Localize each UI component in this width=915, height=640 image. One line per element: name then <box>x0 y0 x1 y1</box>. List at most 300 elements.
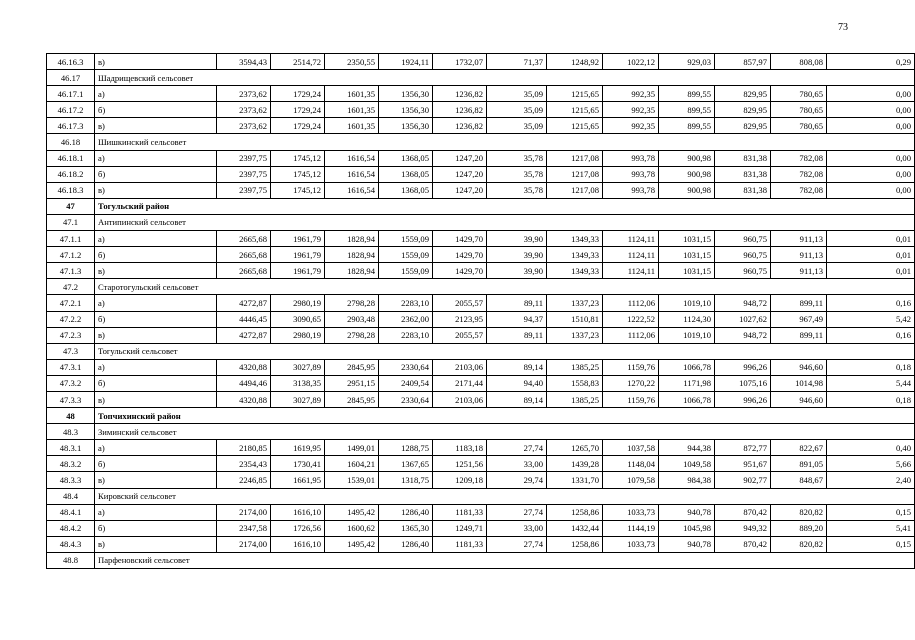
value-cell: 889,20 <box>771 520 827 536</box>
row-variant: в) <box>95 536 217 552</box>
section-title: Антипинский сельсовет <box>95 214 915 230</box>
value-cell: 35,09 <box>487 86 547 102</box>
value-cell: 1385,25 <box>547 359 603 375</box>
section-row <box>47 552 915 568</box>
value-cell: 1112,06 <box>603 327 659 343</box>
value-cell: 1124,11 <box>603 263 659 279</box>
value-cell: 2283,10 <box>379 327 433 343</box>
value-cell: 1732,07 <box>433 54 487 70</box>
value-cell: 1031,15 <box>659 231 715 247</box>
value-cell: 929,03 <box>659 54 715 70</box>
section-title: Парфеновский сельсовет <box>95 552 915 568</box>
value-cell: 2980,19 <box>271 295 325 311</box>
value-cell: 0,00 <box>827 150 915 166</box>
value-cell: 2330,64 <box>379 391 433 407</box>
value-cell: 2174,00 <box>217 536 271 552</box>
value-cell: 1356,30 <box>379 118 433 134</box>
value-cell: 1961,79 <box>271 247 325 263</box>
value-cell: 820,82 <box>771 504 827 520</box>
value-cell: 3027,89 <box>271 391 325 407</box>
section-row <box>47 488 915 504</box>
value-cell: 2665,68 <box>217 263 271 279</box>
row-variant: в) <box>95 118 217 134</box>
value-cell: 911,13 <box>771 231 827 247</box>
value-cell: 39,90 <box>487 263 547 279</box>
row-variant: б) <box>95 375 217 391</box>
row-code: 46.17.3 <box>47 118 95 134</box>
row-code: 46.18 <box>47 134 95 150</box>
value-cell: 1429,70 <box>433 231 487 247</box>
section-row <box>47 134 915 150</box>
row-variant: б) <box>95 166 217 182</box>
row-code: 46.17.2 <box>47 102 95 118</box>
value-cell: 2171,44 <box>433 375 487 391</box>
table-row <box>47 150 915 166</box>
value-cell: 1730,41 <box>271 456 325 472</box>
row-variant: в) <box>95 327 217 343</box>
value-cell: 1148,04 <box>603 456 659 472</box>
value-cell: 1045,98 <box>659 520 715 536</box>
value-cell: 1726,56 <box>271 520 325 536</box>
row-variant: а) <box>95 504 217 520</box>
value-cell: 2246,85 <box>217 472 271 488</box>
row-code: 46.18.2 <box>47 166 95 182</box>
row-code: 48.4.3 <box>47 536 95 552</box>
value-cell: 4446,45 <box>217 311 271 327</box>
value-cell: 870,42 <box>715 504 771 520</box>
value-cell: 1215,65 <box>547 118 603 134</box>
value-cell: 2347,58 <box>217 520 271 536</box>
value-cell: 911,13 <box>771 263 827 279</box>
value-cell: 808,08 <box>771 54 827 70</box>
value-cell: 1288,75 <box>379 440 433 456</box>
value-cell: 1014,98 <box>771 375 827 391</box>
value-cell: 900,98 <box>659 166 715 182</box>
value-cell: 1661,95 <box>271 472 325 488</box>
value-cell: 1209,18 <box>433 472 487 488</box>
value-cell: 71,37 <box>487 54 547 70</box>
value-cell: 1429,70 <box>433 263 487 279</box>
value-cell: 900,98 <box>659 150 715 166</box>
value-cell: 2362,00 <box>379 311 433 327</box>
row-code: 46.18.3 <box>47 182 95 198</box>
value-cell: 1331,70 <box>547 472 603 488</box>
value-cell: 35,09 <box>487 102 547 118</box>
value-cell: 4320,88 <box>217 359 271 375</box>
row-code: 48.4 <box>47 488 95 504</box>
value-cell: 2350,55 <box>325 54 379 70</box>
value-cell: 35,09 <box>487 118 547 134</box>
value-cell: 1601,35 <box>325 102 379 118</box>
value-cell: 1601,35 <box>325 86 379 102</box>
value-cell: 1066,78 <box>659 359 715 375</box>
value-cell: 848,67 <box>771 472 827 488</box>
value-cell: 780,65 <box>771 118 827 134</box>
value-cell: 1558,83 <box>547 375 603 391</box>
value-cell: 1616,10 <box>271 504 325 520</box>
value-cell: 1236,82 <box>433 86 487 102</box>
value-cell: 1236,82 <box>433 118 487 134</box>
table-row <box>47 359 915 375</box>
value-cell: 1559,09 <box>379 231 433 247</box>
value-cell: 899,11 <box>771 327 827 343</box>
row-variant: б) <box>95 311 217 327</box>
value-cell: 2951,15 <box>325 375 379 391</box>
value-cell: 89,14 <box>487 359 547 375</box>
row-code: 48 <box>47 408 95 424</box>
value-cell: 35,78 <box>487 150 547 166</box>
row-variant: а) <box>95 150 217 166</box>
row-variant: а) <box>95 231 217 247</box>
value-cell: 1367,65 <box>379 456 433 472</box>
value-cell: 996,26 <box>715 359 771 375</box>
table-row <box>47 54 915 70</box>
value-cell: 2373,62 <box>217 102 271 118</box>
value-cell: 1249,71 <box>433 520 487 536</box>
section-title: Шадрищевский сельсовет <box>95 70 915 86</box>
value-cell: 1432,44 <box>547 520 603 536</box>
row-code: 47 <box>47 198 95 214</box>
section-title: Кировский сельсовет <box>95 488 915 504</box>
table-row <box>47 247 915 263</box>
value-cell: 1616,54 <box>325 166 379 182</box>
section-title: Тогульский сельсовет <box>95 343 915 359</box>
value-cell: 1495,42 <box>325 536 379 552</box>
value-cell: 967,49 <box>771 311 827 327</box>
district-row <box>47 408 915 424</box>
value-cell: 1828,94 <box>325 247 379 263</box>
value-cell: 1318,75 <box>379 472 433 488</box>
table-row <box>47 375 915 391</box>
table-row <box>47 166 915 182</box>
district-row <box>47 198 915 214</box>
value-cell: 33,00 <box>487 520 547 536</box>
section-row <box>47 279 915 295</box>
row-variant: а) <box>95 295 217 311</box>
value-cell: 33,00 <box>487 456 547 472</box>
row-code: 46.18.1 <box>47 150 95 166</box>
value-cell: 1031,15 <box>659 247 715 263</box>
value-cell: 1429,70 <box>433 247 487 263</box>
value-cell: 870,42 <box>715 536 771 552</box>
value-cell: 960,75 <box>715 231 771 247</box>
row-variant: а) <box>95 440 217 456</box>
value-cell: 35,78 <box>487 182 547 198</box>
value-cell: 1215,65 <box>547 86 603 102</box>
value-cell: 899,55 <box>659 86 715 102</box>
row-code: 47.1.3 <box>47 263 95 279</box>
value-cell: 1251,56 <box>433 456 487 472</box>
value-cell: 951,67 <box>715 456 771 472</box>
section-title: Шишкинский сельсовет <box>95 134 915 150</box>
value-cell: 89,11 <box>487 295 547 311</box>
value-cell: 2798,28 <box>325 327 379 343</box>
value-cell: 1247,20 <box>433 150 487 166</box>
value-cell: 960,75 <box>715 247 771 263</box>
value-cell: 1619,95 <box>271 440 325 456</box>
value-cell: 948,72 <box>715 327 771 343</box>
value-cell: 1616,10 <box>271 536 325 552</box>
row-variant: б) <box>95 102 217 118</box>
value-cell: 1559,09 <box>379 247 433 263</box>
row-code: 47.1 <box>47 214 95 230</box>
row-variant: б) <box>95 520 217 536</box>
value-cell: 89,11 <box>487 327 547 343</box>
section-row <box>47 214 915 230</box>
value-cell: 3027,89 <box>271 359 325 375</box>
row-code: 47.3.2 <box>47 375 95 391</box>
value-cell: 1037,58 <box>603 440 659 456</box>
table-row <box>47 231 915 247</box>
value-cell: 27,74 <box>487 504 547 520</box>
row-code: 47.3.1 <box>47 359 95 375</box>
value-cell: 2123,95 <box>433 311 487 327</box>
value-cell: 782,08 <box>771 150 827 166</box>
table-row <box>47 327 915 343</box>
row-code: 47.1.1 <box>47 231 95 247</box>
value-cell: 831,38 <box>715 182 771 198</box>
value-cell: 1729,24 <box>271 102 325 118</box>
value-cell: 1559,09 <box>379 263 433 279</box>
value-cell: 0,18 <box>827 359 915 375</box>
value-cell: 1033,73 <box>603 536 659 552</box>
value-cell: 1745,12 <box>271 150 325 166</box>
value-cell: 39,90 <box>487 247 547 263</box>
value-cell: 4320,88 <box>217 391 271 407</box>
value-cell: 2397,75 <box>217 182 271 198</box>
value-cell: 1248,92 <box>547 54 603 70</box>
value-cell: 1510,81 <box>547 311 603 327</box>
value-cell: 1075,16 <box>715 375 771 391</box>
value-cell: 27,74 <box>487 440 547 456</box>
value-cell: 1217,08 <box>547 166 603 182</box>
value-cell: 0,00 <box>827 102 915 118</box>
row-variant: в) <box>95 472 217 488</box>
row-code: 48.3 <box>47 424 95 440</box>
value-cell: 1286,40 <box>379 504 433 520</box>
value-cell: 984,38 <box>659 472 715 488</box>
table-row <box>47 472 915 488</box>
value-cell: 2330,64 <box>379 359 433 375</box>
value-cell: 1079,58 <box>603 472 659 488</box>
value-cell: 782,08 <box>771 182 827 198</box>
value-cell: 1265,70 <box>547 440 603 456</box>
value-cell: 0,00 <box>827 166 915 182</box>
value-cell: 1217,08 <box>547 182 603 198</box>
value-cell: 993,78 <box>603 182 659 198</box>
value-cell: 1828,94 <box>325 231 379 247</box>
section-title: Зиминский сельсовет <box>95 424 915 440</box>
value-cell: 1616,54 <box>325 182 379 198</box>
value-cell: 1031,15 <box>659 263 715 279</box>
value-cell: 960,75 <box>715 263 771 279</box>
value-cell: 2409,54 <box>379 375 433 391</box>
value-cell: 4272,87 <box>217 295 271 311</box>
row-code: 48.4.2 <box>47 520 95 536</box>
value-cell: 992,35 <box>603 118 659 134</box>
value-cell: 1215,65 <box>547 102 603 118</box>
value-cell: 1349,33 <box>547 247 603 263</box>
row-variant: в) <box>95 263 217 279</box>
value-cell: 4494,46 <box>217 375 271 391</box>
value-cell: 872,77 <box>715 440 771 456</box>
value-cell: 1049,58 <box>659 456 715 472</box>
row-variant: а) <box>95 86 217 102</box>
value-cell: 2845,95 <box>325 391 379 407</box>
value-cell: 39,90 <box>487 231 547 247</box>
value-cell: 35,78 <box>487 166 547 182</box>
value-cell: 780,65 <box>771 86 827 102</box>
table-row <box>47 86 915 102</box>
value-cell: 1539,01 <box>325 472 379 488</box>
value-cell: 0,01 <box>827 247 915 263</box>
value-cell: 822,67 <box>771 440 827 456</box>
value-cell: 2174,00 <box>217 504 271 520</box>
value-cell: 1171,98 <box>659 375 715 391</box>
value-cell: 1924,11 <box>379 54 433 70</box>
value-cell: 1124,30 <box>659 311 715 327</box>
value-cell: 2903,48 <box>325 311 379 327</box>
value-cell: 1616,54 <box>325 150 379 166</box>
table-body <box>47 54 915 569</box>
value-cell: 899,11 <box>771 295 827 311</box>
value-cell: 1124,11 <box>603 231 659 247</box>
row-code: 46.17.1 <box>47 86 95 102</box>
table-row <box>47 118 915 134</box>
row-variant: в) <box>95 391 217 407</box>
value-cell: 2514,72 <box>271 54 325 70</box>
value-cell: 831,38 <box>715 150 771 166</box>
value-cell: 94,37 <box>487 311 547 327</box>
value-cell: 2798,28 <box>325 295 379 311</box>
value-cell: 2,40 <box>827 472 915 488</box>
value-cell: 1066,78 <box>659 391 715 407</box>
value-cell: 27,74 <box>487 536 547 552</box>
row-code: 47.1.2 <box>47 247 95 263</box>
value-cell: 1236,82 <box>433 102 487 118</box>
value-cell: 2354,43 <box>217 456 271 472</box>
value-cell: 29,74 <box>487 472 547 488</box>
table-row <box>47 504 915 520</box>
value-cell: 2373,62 <box>217 86 271 102</box>
row-code: 47.3.3 <box>47 391 95 407</box>
value-cell: 996,26 <box>715 391 771 407</box>
value-cell: 940,78 <box>659 536 715 552</box>
value-cell: 1439,28 <box>547 456 603 472</box>
value-cell: 992,35 <box>603 102 659 118</box>
value-cell: 1183,18 <box>433 440 487 456</box>
district-title: Топчихинский район <box>95 408 915 424</box>
value-cell: 1368,05 <box>379 166 433 182</box>
value-cell: 829,95 <box>715 102 771 118</box>
value-cell: 1356,30 <box>379 86 433 102</box>
value-cell: 946,60 <box>771 391 827 407</box>
page-number: 73 <box>838 22 848 33</box>
value-cell: 1729,24 <box>271 86 325 102</box>
row-variant: в) <box>95 54 217 70</box>
value-cell: 5,41 <box>827 520 915 536</box>
row-variant: в) <box>95 182 217 198</box>
value-cell: 0,16 <box>827 295 915 311</box>
value-cell: 782,08 <box>771 166 827 182</box>
value-cell: 2373,62 <box>217 118 271 134</box>
section-row <box>47 70 915 86</box>
value-cell: 1144,19 <box>603 520 659 536</box>
value-cell: 0,16 <box>827 327 915 343</box>
value-cell: 2397,75 <box>217 150 271 166</box>
value-cell: 1033,73 <box>603 504 659 520</box>
value-cell: 3090,65 <box>271 311 325 327</box>
row-code: 47.2.1 <box>47 295 95 311</box>
value-cell: 2283,10 <box>379 295 433 311</box>
value-cell: 2980,19 <box>271 327 325 343</box>
value-cell: 1159,76 <box>603 391 659 407</box>
value-cell: 1961,79 <box>271 263 325 279</box>
value-cell: 1600,62 <box>325 520 379 536</box>
value-cell: 0,15 <box>827 536 915 552</box>
value-cell: 1181,33 <box>433 504 487 520</box>
section-row <box>47 343 915 359</box>
table-row <box>47 520 915 536</box>
value-cell: 2180,85 <box>217 440 271 456</box>
value-cell: 1385,25 <box>547 391 603 407</box>
value-cell: 993,78 <box>603 150 659 166</box>
table-row <box>47 311 915 327</box>
value-cell: 1027,62 <box>715 311 771 327</box>
value-cell: 899,55 <box>659 102 715 118</box>
row-code: 48.3.1 <box>47 440 95 456</box>
value-cell: 1961,79 <box>271 231 325 247</box>
row-code: 48.3.2 <box>47 456 95 472</box>
value-cell: 1499,01 <box>325 440 379 456</box>
value-cell: 949,32 <box>715 520 771 536</box>
value-cell: 89,14 <box>487 391 547 407</box>
value-cell: 940,78 <box>659 504 715 520</box>
value-cell: 0,40 <box>827 440 915 456</box>
value-cell: 2055,57 <box>433 295 487 311</box>
value-cell: 5,44 <box>827 375 915 391</box>
value-cell: 1258,86 <box>547 504 603 520</box>
value-cell: 911,13 <box>771 247 827 263</box>
value-cell: 831,38 <box>715 166 771 182</box>
table-row <box>47 182 915 198</box>
section-row <box>47 424 915 440</box>
row-code: 47.2.2 <box>47 311 95 327</box>
row-variant: б) <box>95 456 217 472</box>
table-row <box>47 263 915 279</box>
value-cell: 0,01 <box>827 263 915 279</box>
value-cell: 2397,75 <box>217 166 271 182</box>
value-cell: 3594,43 <box>217 54 271 70</box>
value-cell: 1019,10 <box>659 327 715 343</box>
value-cell: 1181,33 <box>433 536 487 552</box>
value-cell: 5,66 <box>827 456 915 472</box>
value-cell: 1495,42 <box>325 504 379 520</box>
value-cell: 1247,20 <box>433 166 487 182</box>
value-cell: 1247,20 <box>433 182 487 198</box>
value-cell: 946,60 <box>771 359 827 375</box>
value-cell: 820,82 <box>771 536 827 552</box>
value-cell: 1356,30 <box>379 102 433 118</box>
value-cell: 1217,08 <box>547 150 603 166</box>
table-row <box>47 295 915 311</box>
value-cell: 1828,94 <box>325 263 379 279</box>
value-cell: 1286,40 <box>379 536 433 552</box>
table-row <box>47 391 915 407</box>
row-code: 48.4.1 <box>47 504 95 520</box>
value-cell: 0,00 <box>827 118 915 134</box>
value-cell: 1222,52 <box>603 311 659 327</box>
